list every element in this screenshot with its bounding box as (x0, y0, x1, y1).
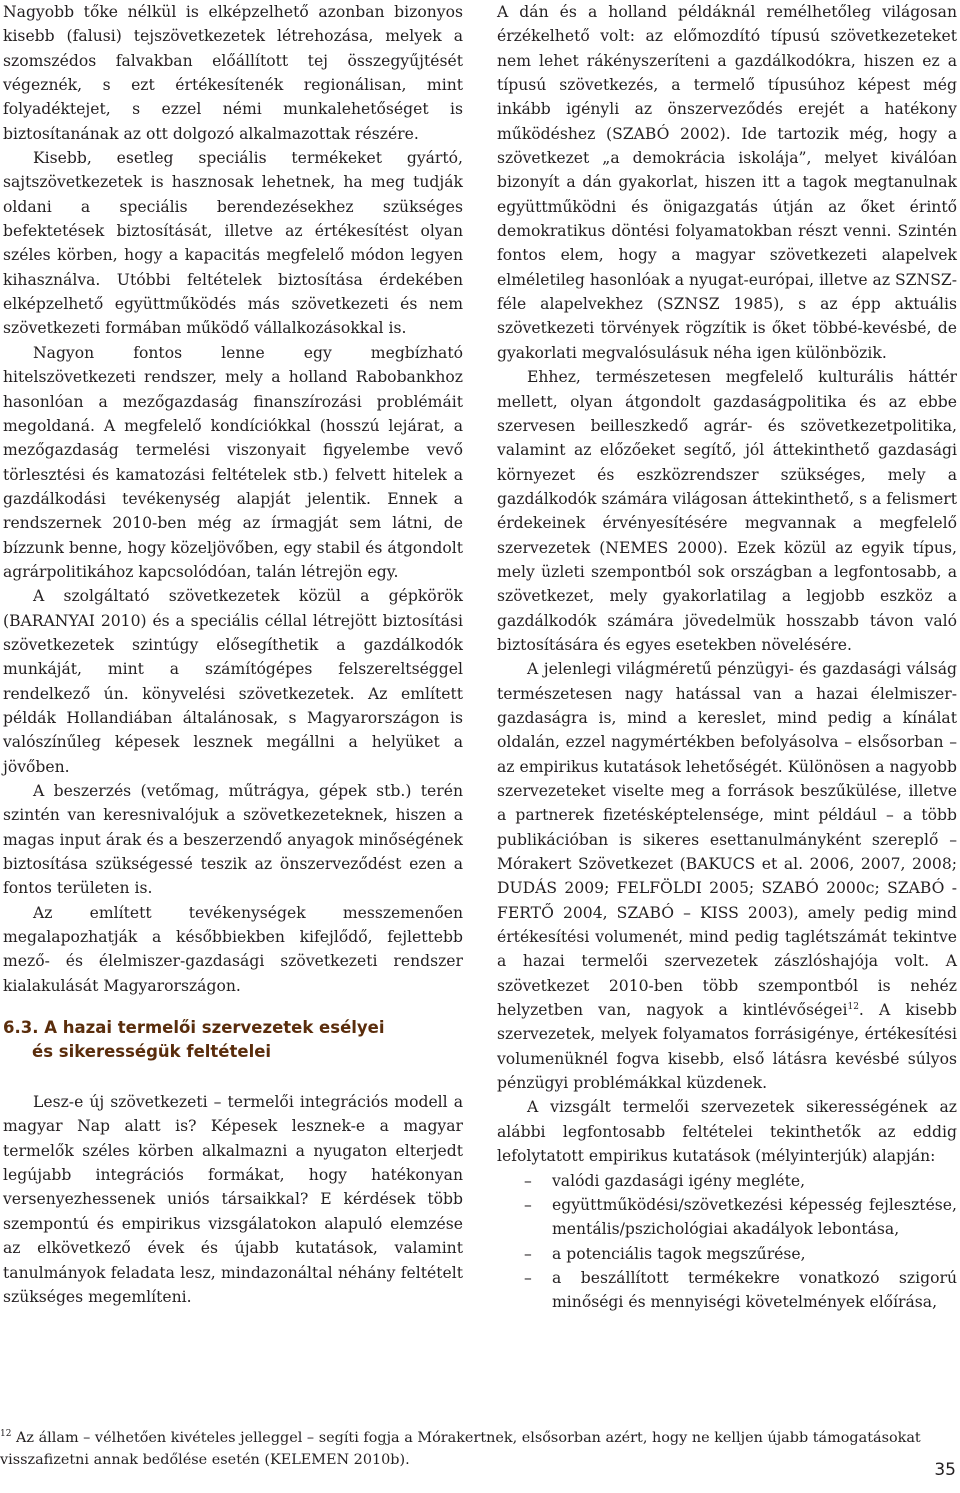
footnote-text: Az állam – vélhetően kivételes jelleggel – segíti fogja a Mórakertnek, elsősorban azért, hogy ne kelljen újabb támogatásokat visszafizetni annak bedőlése esetén (KELEMEN 2010b). (0, 1430, 921, 1468)
page-number: 35 (934, 1460, 956, 1480)
footnote-marker: 12 (0, 1429, 12, 1440)
list-item: – a potenciális tagok megszűrése, (497, 1242, 957, 1266)
left-column (3, 0, 463, 1309)
paragraph-text: A jelenlegi világméretű pénzügyi- és gazdasági válság természetesen nagy hatással van a hazai élelmiszer-gazdaságra is, mind a kereslet, mind pedig a kínálat oldalán, ezzel nagymértékben befolyásolva – elsősorban – az empirikus kutatások lehetőségét. Különösen a nagyobb szervezeteket viselte meg a források beszűkülése, illetve a partnerek fizetésképtelensége, mint például – a több publikációban is sikeres esettanulmányként szereplő – Mórakert Szövetkezet (BAKUCS et al. 2006, 2007, 2008; DUDÁS 2009; FELFÖLDI 2005; SZABÓ 2000c; SZABÓ - FERTŐ 2004, SZABÓ – KISS 2003), amely pedig mind értékesítési volumenét, mind pedig taglétszámát tekintve a hazai termelői szervezetek zászlóshajója volt. A szövetkezet 2010-ben több szempontból is nehéz helyzetben van, nagyok a kintlévőségei (497, 660, 957, 1020)
paragraph: A vizsgált termelői szervezetek sikerességének az alábbi legfontosabb feltételei tekinthetők az eddig lefolytatott empirikus kutatások (mélyinterjúk) alapján: (497, 1098, 957, 1166)
paragraph: A dán és a holland példáknál remélhetőleg világosan érzékelhető volt: az előmozdító típusú szövetkezeteket nem lehet rákényszeríteni a gazdálkodókra, hiszen ez a típusú szövetkezés, a termelő típusúhoz képest még inkább igényli az önszerveződés erejét a hatékony működéshez (SZABÓ 2002). Ide tartozik még, hogy a szövetkezet „a demokrácia iskolája”, melyet kiválóan bizonyít a dán gyakorlat, hiszen itt a tagok megtanulnak együttműködni és önigazgatás útján az őket érintő demokratikus döntési folyamatokban részt venni. Szintén fontos elem, hogy a magyar szövetkezeti alapelvek elméletileg hasonlóak a nyugat-európai, illetve az SZNSZ-féle alapelvekhez (SZNSZ 1985), s az épp aktuális szövetkezeti törvények rögzítik is őket többé-kevésbé, de gyakorlati megvalósulásuk néha igen különbözik. (497, 3, 957, 362)
paragraph-text: . A kisebb szervezetek, melyek folyamatos forrásigénye, értékesítési volumenüknél fogva kisebb, első látásra kevésbé súlyos pénzügyi problémákkal küzdenek. (497, 1001, 958, 1093)
paragraph: Lesz-e új szövetkezeti – termelői integrációs modell a magyar Nap alatt is? Képesek lesznek-e a magyar termelők széles körben alkalmazni a nyugaton elterjedt legújabb integrációs formákat, hogy hatékonyan versenyezhessenek uniós társaikkal? E kérdések több szempontú és empirikus vizsgálatokon alapuló elemzése az elkövetkező évek és újabb kutatások, valamint tanulmányok feladata lesz, mindazonáltal néhány feltételt szükséges megemlíteni. (3, 1093, 463, 1306)
section-heading (3, 1016, 463, 1064)
paragraph: Nagyobb tőke nélkül is elképzelhető azonban bizonyos kisebb (falusi) tejszövetkezetek létrehozása, melyek a szomszédos falvakban előállított tej összegyűjtését végeznék, s ezt értékesítenék regionálisan, mint folyadéktejet, s ezzel némi munkalehetőséget is biztosítanának az ott dolgozó alkalmazottak részére. (3, 3, 463, 143)
paragraph (497, 657, 957, 1095)
right-column (497, 0, 957, 1315)
paragraph: Az említett tevékenységek messzemenően megalapozhatják a későbbiekben kifejlődő, fejlettebb mező- és élelmiszer-gazdasági szövetkezeti rendszer kialakulását Magyarországon. (3, 903, 463, 995)
list-item: – valódi gazdasági igény megléte, (497, 1169, 957, 1193)
condition-list (497, 1169, 957, 1315)
list-item: – a beszállított termékekre vonatkozó szigorú minőségi és mennyiségi követelmények előírása, (497, 1266, 957, 1315)
section-heading-line2: és sikerességük feltételei (32, 1042, 272, 1062)
footnote-ref[interactable]: 12 (847, 1001, 859, 1012)
paragraph: Kisebb, esetleg speciális termékeket gyártó, sajtszövetkezetek is hasznosak lehetnek, ha meg tudják oldani a speciális berendezésekhez szükséges befektetések biztosítását, illetve az értékesítést olyan széles körben, hogy a kapacitás megfelelő módon legyen kihasználva. Utóbbi feltételek biztosítása érdekében elképzelhető együttműködés más szövetkezeti és nem szövetkezeti formában működő vállalkozásokkal is. (3, 149, 463, 338)
section-heading-line1: 6.3. A hazai termelői szervezetek esélyei (3, 1018, 385, 1038)
paragraph: A beszerzés (vetőmag, műtrágya, gépek stb.) terén szintén van keresnivalójuk a szövetkezeteknek, hiszen a magas input árak és a beszerzendő anyagok minőségének biztosítása szükségessé teszik az önszerveződést ezen a fontos területen is. (3, 782, 463, 898)
footnote (0, 1427, 958, 1471)
paragraph: Ehhez, természetesen megfelelő kulturális háttér mellett, olyan átgondolt gazdaságpolitika és az ebbe szervesen beilleszkedő agrár- és szövetkezetpolitika, valamint az előzőeket segítő, jól áttekinthető gazdasági környezet és eszközrendszer szükséges, mely a gazdálkodók számára világosan áttekinthető, s a felismert érdekeinek érvényesítésére megvannak a megfelelő szervezetek (NEMES 2000). Ezek közül az egyik típus, mely üzleti szempontból sok országban a legfontosabb, a szövetkezet, mely gyakorlatilag a legjobb eszköz a gazdálkodók számára jövedelmük hosszabb távon való biztosítására és egyes esetekben növelésére. (497, 368, 958, 654)
list-item: – együttműködési/szövetkezési képesség fejlesztése, mentális/pszichológiai akadályok lebontása, (497, 1193, 957, 1242)
paragraph: Nagyon fontos lenne egy megbízható hitelszövetkezeti rendszer, mely a holland Rabobankhoz hasonlóan a mezőgazdaság finanszírozási problémáit megoldaná. A megfelelő kondíciókkal (hosszú lejárat, a mezőgazdaság termelési viszonyait figyelembe vevő törlesztési és kamatozási feltételek stb.) felvett hitelek a gazdálkodási tevékenység alapját jelentik. Ennek a rendszernek 2010-ben még az írmagját sem látni, de bízzunk benne, hogy közeljövőben, egy stabil és átgondolt agrárpolitikához kapcsolódóan, talán létrejön egy. (3, 343, 463, 581)
paragraph: A szolgáltató szövetkezetek közül a gépkörök (BARANYAI 2010) és a speciális céllal létrejött biztosítási szövetkezetek szintúgy elősegíthetik a gazdálkodók munkáját, mint a számítógépes felszereltséggel rendelkező ún. könyvelési szövetkezetek. Az említett példák Hollandiában általánosak, s Magyarországon is valószínűleg képesek lesznek megállni a helyüket a jövőben. (3, 587, 463, 776)
